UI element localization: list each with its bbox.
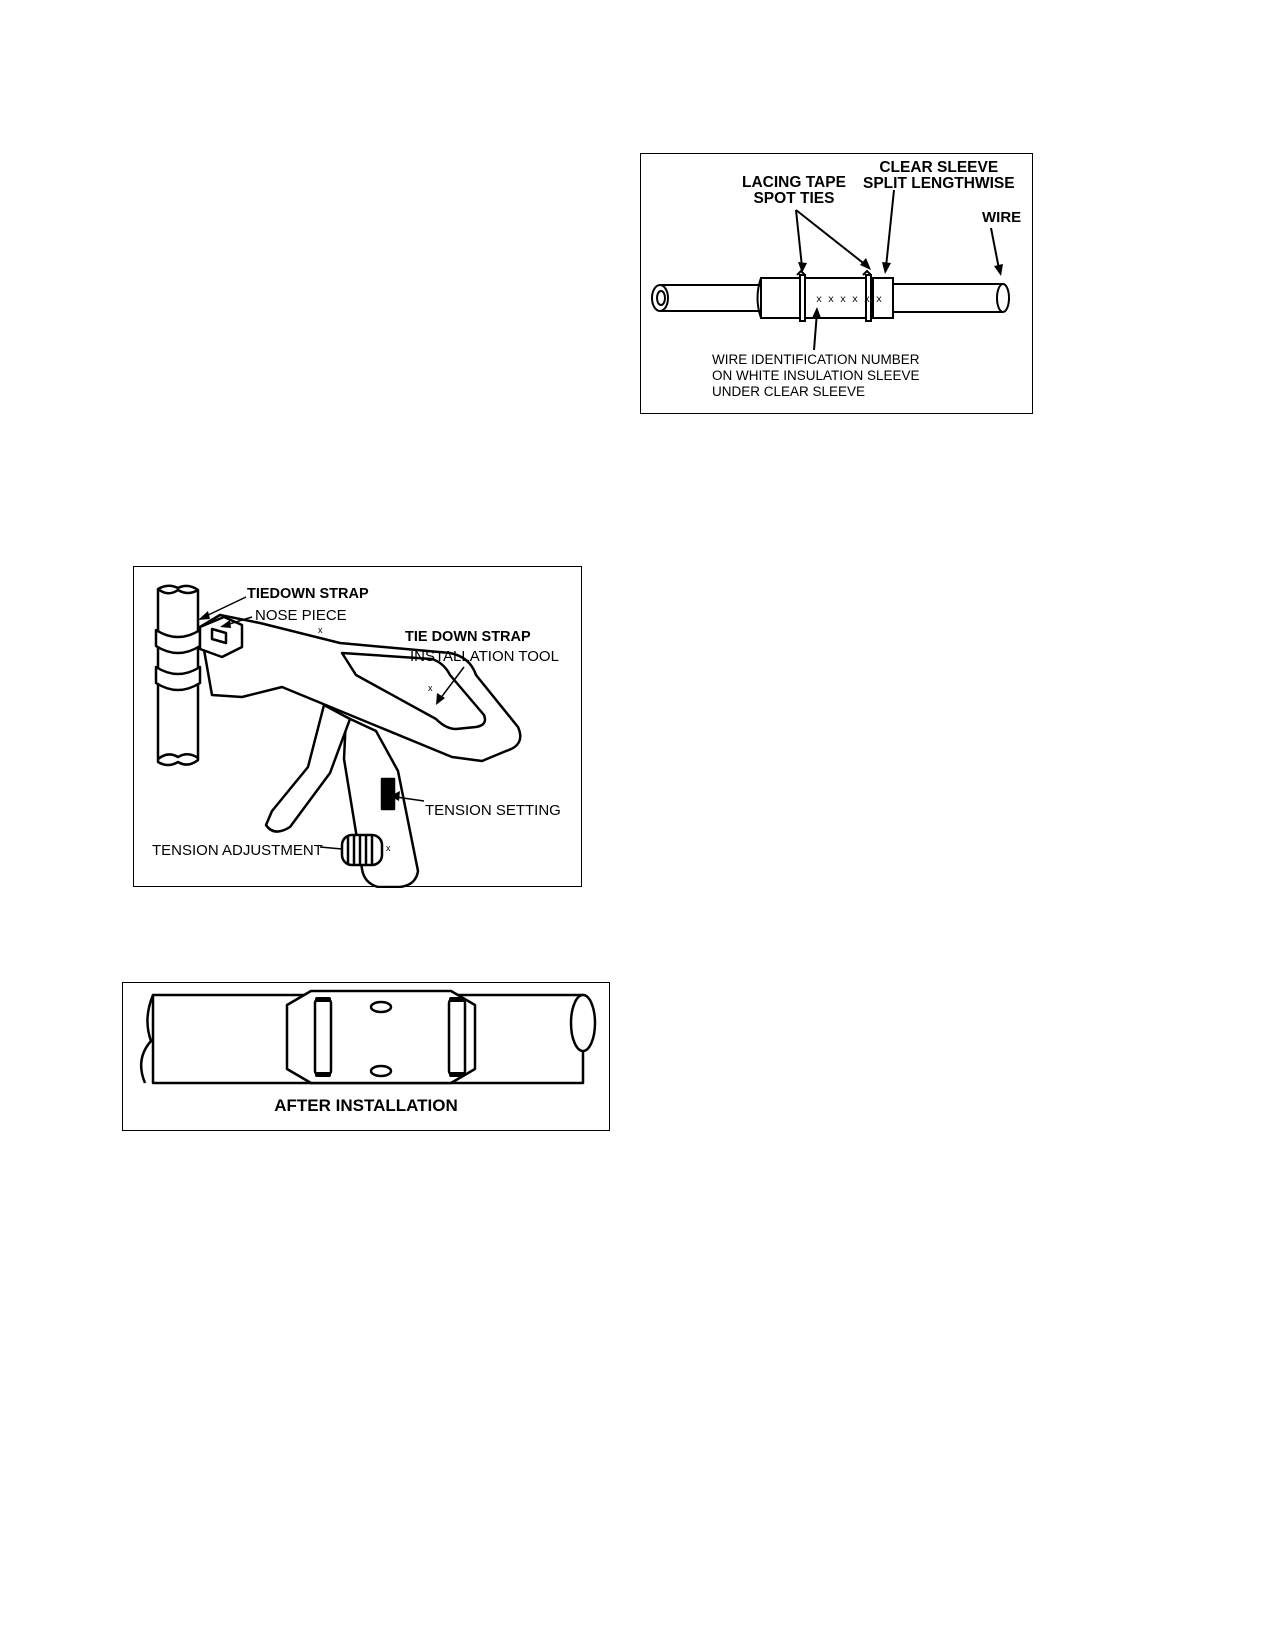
tool-x-mark-1: x xyxy=(318,625,323,635)
tiedown-strap-label: TIEDOWN STRAP xyxy=(247,586,369,602)
nose-piece-label: NOSE PIECE xyxy=(255,607,347,624)
installation-tool-drawing xyxy=(134,567,583,888)
figure-after-installation xyxy=(122,982,610,1131)
lacing-tape-line2: SPOT TIES xyxy=(753,189,835,207)
tool-x-mark-3: x xyxy=(386,843,391,853)
wire-id-line3: UNDER CLEAR SLEEVE xyxy=(712,384,866,400)
tool-x-mark-2: x xyxy=(428,683,433,693)
sleeve-id-marks: x x x x x x xyxy=(816,295,883,306)
lacing-tape-label xyxy=(742,175,846,206)
clear-sleeve-label xyxy=(863,160,1015,191)
wire-id-line2: ON WHITE INSULATION SLEEVE xyxy=(712,368,920,384)
clear-sleeve-line1: CLEAR SLEEVE xyxy=(879,159,999,176)
wire-id-line1: WIRE IDENTIFICATION NUMBER xyxy=(712,352,920,367)
figure-installation-tool xyxy=(133,566,582,887)
clear-sleeve-line2: SPLIT LENGTHWISE xyxy=(863,174,1015,192)
tie-down-strap-tool-label: TIE DOWN STRAP xyxy=(405,629,531,645)
installation-tool-label: INSTALLATION TOOL xyxy=(410,648,559,665)
tension-setting-label: TENSION SETTING xyxy=(425,802,561,819)
wire-label: WIRE xyxy=(982,209,1022,226)
figure-clear-sleeve xyxy=(640,153,1033,414)
tension-adjustment-label: TENSION ADJUSTMENT xyxy=(152,842,323,859)
lacing-tape-line1: LACING TAPE xyxy=(742,174,846,191)
after-installation-caption: AFTER INSTALLATION xyxy=(274,1096,458,1115)
wire-id-label xyxy=(712,352,920,401)
